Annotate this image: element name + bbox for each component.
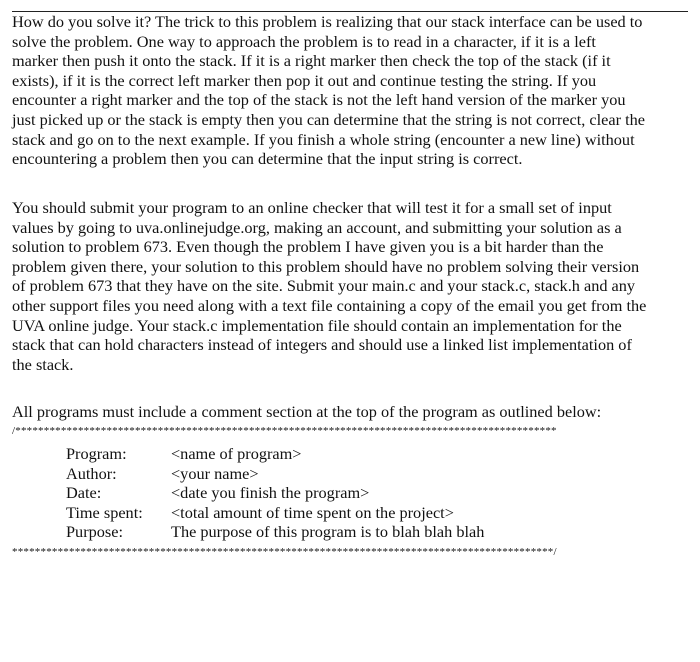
text-line: solution to problem 673. Even though the problem I have given you is a bit harder than the <box>12 237 604 257</box>
text-line: solve the problem. One way to approach the problem is to read in a character, if it is a left <box>12 31 596 51</box>
paragraph-submission-instructions <box>12 198 700 374</box>
text-line: the stack. <box>12 354 74 374</box>
text-line: values by going to uva.onlinejudge.org, making an account, and submitting your solution as a <box>12 217 622 237</box>
comment-row-program <box>66 444 484 464</box>
text-line: How do you solve it? The trick to this problem is realizing that our stack interface can be used to <box>12 12 643 31</box>
paragraph-solution-approach <box>12 12 700 169</box>
text-line: other support files you need along with a text file containing a copy of the email you get from the <box>12 295 647 315</box>
text-line: marker then push it onto the stack. If it is a right marker then check the top of the stack (if it <box>12 51 611 71</box>
text-line: just picked up or the stack is empty then you can determine that the string is not correct, clear the <box>12 109 645 129</box>
text-line: exists), if it is the correct left marker then pop it out and continue testing the string. If you <box>12 70 597 90</box>
comment-close-line: ***********************************************************************************************/ <box>12 546 557 558</box>
comment-label: Purpose: <box>66 522 123 542</box>
text-line: encounter a right marker and the top of the stack is not the left hand version of the marker you <box>12 90 626 110</box>
comment-row-purpose <box>66 522 484 542</box>
text-line: problem given there, your solution to this problem should have no problem solving their version <box>12 256 640 276</box>
comment-value: The purpose of this program is to blah blah blah <box>171 522 485 542</box>
text-line: stack and go on to the next example. If you finish a whole string (encounter a new line) without <box>12 129 635 149</box>
comment-row-author <box>66 464 484 484</box>
comment-row-time-spent <box>66 503 484 523</box>
comment-label: Date: <box>66 483 102 503</box>
text-line: stack that can hold characters instead of integers and should use a linked list implementation of <box>12 335 632 355</box>
text-line: UVA online judge. Your stack.c implementation file should contain an implementation for the <box>12 315 622 335</box>
comment-row-date <box>66 483 484 503</box>
comment-value: <total amount of time spent on the project> <box>171 502 454 522</box>
text-line: encountering a problem then you can determine that the input string is correct. <box>12 149 523 169</box>
comment-label: Program: <box>66 444 127 463</box>
comment-value: <name of program> <box>171 444 302 463</box>
comment-label: Time spent: <box>66 502 143 522</box>
text-line: You should submit your program to an online checker that will test it for a small set of input <box>12 198 612 217</box>
comment-value: <date you finish the program> <box>171 483 370 503</box>
text-line: All programs must include a comment section at the top of the program as outlined below: <box>12 402 602 421</box>
comment-value: <your name> <box>171 463 259 483</box>
comment-header-template <box>66 444 484 542</box>
text-line: of problem 673 that they have on the site. Submit your main.c and your stack.c, stack.h and any <box>12 276 636 296</box>
paragraph-comment-requirement <box>12 402 700 422</box>
comment-label: Author: <box>66 463 117 483</box>
comment-open-line: /*********************************************************************************************** <box>12 425 557 437</box>
